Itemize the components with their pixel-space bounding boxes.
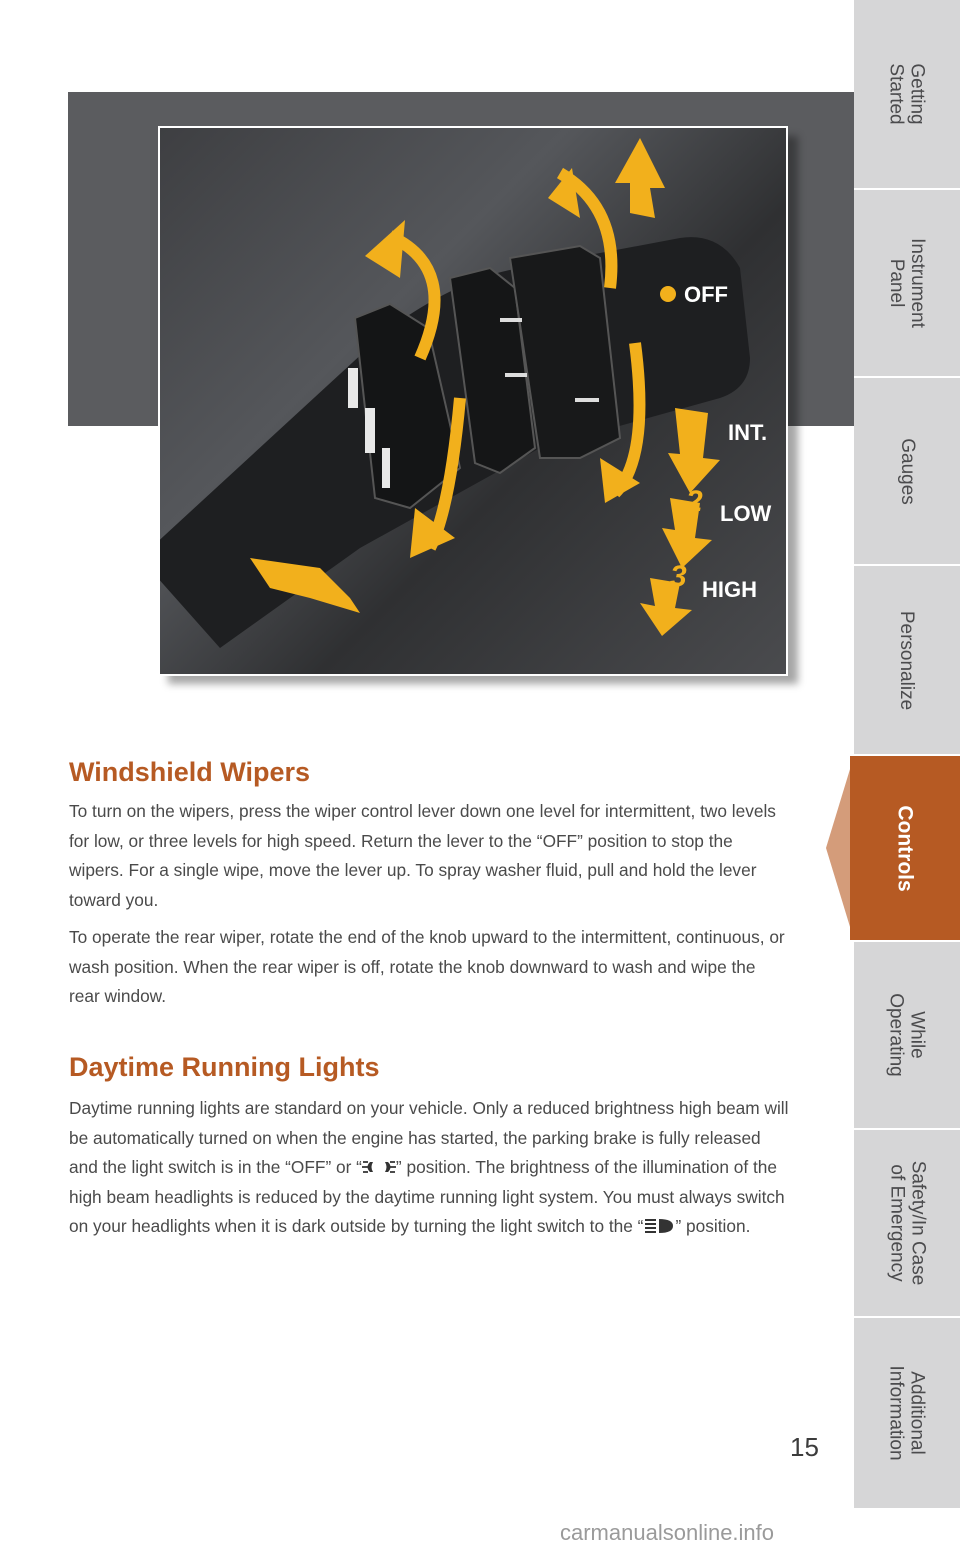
position-2-number: 2 <box>686 485 703 518</box>
position-1-label: INT. <box>728 420 768 445</box>
tab-controls[interactable]: Controls <box>850 756 960 942</box>
position-3-label: HIGH <box>702 577 757 602</box>
tab-getting-started[interactable]: Getting Started <box>854 0 960 190</box>
wipers-paragraph-1: To turn on the wipers, press the wiper control lever down one level for intermittent, two levels for low, or three levels for high speed. Return the lever to the “OFF” position to stop the wipers. For a single wipe, move the lever up. To spray washer fluid, pull and hold the lever toward you. <box>69 801 776 910</box>
tab-instrument-panel[interactable]: Instrument Panel <box>854 190 960 378</box>
section-tabs <box>854 0 960 1508</box>
wipers-heading: Windshield Wipers <box>69 757 311 787</box>
tab-gauges[interactable]: Gauges <box>854 378 960 566</box>
position-1-number: 1 <box>685 411 702 444</box>
off-label: OFF <box>684 282 728 307</box>
tab-personalize[interactable]: Personalize <box>854 566 960 756</box>
position-3-number: 3 <box>670 560 687 593</box>
wiper-lever-illustration <box>160 128 788 676</box>
wipers-paragraph-2: To operate the rear wiper, rotate the end of the knob upward to the intermittent, continuous, or wash position. When the rear wiper is off, rotate the knob downward to wash and wipe the rear window. <box>69 927 785 1006</box>
drl-heading: Daytime Running Lights <box>69 1052 380 1082</box>
tab-safety-emergency[interactable]: Safety/In Case of Emergency <box>854 1130 960 1318</box>
wiper-lever-photo <box>158 126 788 676</box>
parking-lights-icon <box>362 1158 396 1176</box>
position-2-label: LOW <box>720 501 772 526</box>
drl-paragraph: Daytime running lights are standard on your vehicle. Only a reduced brightness high beam will be automatically turned on when the engine has started, the parking brake is fully released and the light switch is in the “OFF” or “ ” position. The brightness of the illumination of the high beam headlights is reduced by the daytime running light system. You must always switch on your headlights when it is dark outside by turning the light switch to the “ ” position. <box>69 1098 789 1236</box>
tab-additional-information[interactable]: Additional Information <box>885 1365 928 1461</box>
page-number: 15 <box>790 1432 819 1462</box>
watermark: carmanualsonline.info <box>560 1520 775 1545</box>
tab-while-operating[interactable]: While Operating <box>854 942 960 1130</box>
headlight-icon <box>643 1217 675 1235</box>
